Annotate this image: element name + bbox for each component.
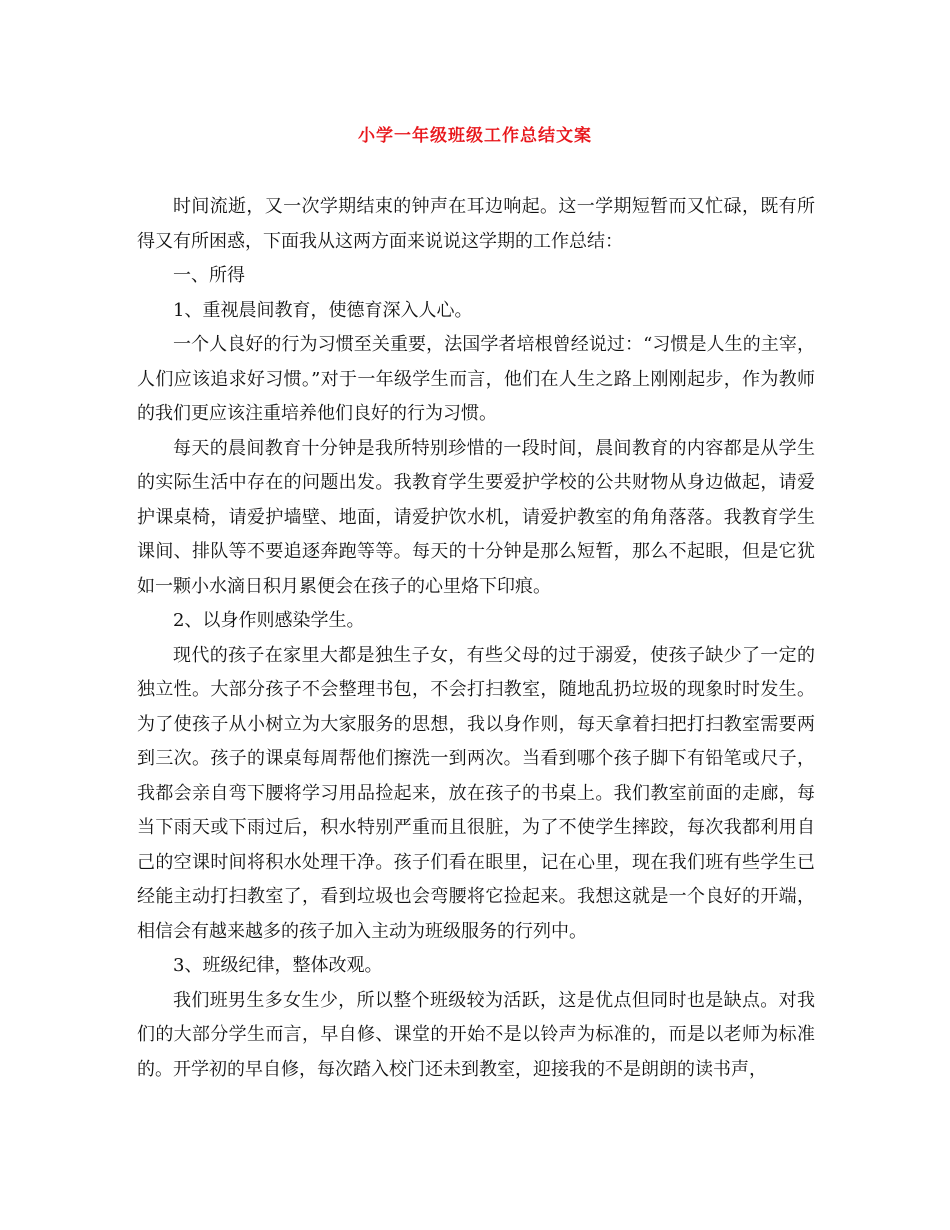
paragraph-intro: 时间流逝，又一次学期结束的钟声在耳边响起。这一学期短暂而又忙碌，既有所得又有所困惑，下面我从这两方面来说说这学期的工作总结：	[137, 196, 815, 252]
subheading-morning-education: 1、重视晨间教育，使德育深入人心。	[173, 299, 473, 321]
paragraph-only-children: 现代的孩子在家里大都是独生子女，有些父母的过于溺爱，使孩子缺少了一定的独立性。大部分孩子不会整理书包，不会打扫教室，随地乱扔垃圾的现象时时发生。为了使孩子从小树立为大家服务的思想，我以身作则，每天拿着扫把打扫教室需要两到三次。孩子的课桌每周帮他们擦洗一到两次。当看到哪个孩子脚下有铅笔或尺子，我都会亲自弯下腰将学习用品捡起来，放在孩子的书桌上。我们教室前面的走廊，每当下雨天或下雨过后，积水特别严重而且很脏，为了不使学生摔跤，每次我都利用自己的空课时间将积水处理干净。孩子们看在眼里，记在心里，现在我们班有些学生已经能主动打扫教室了，看到垃圾也会弯腰将它捡起来。我想这就是一个良好的开端，相信会有越来越多的孩子加入主动为班级服务的行列中。	[137, 644, 815, 942]
paragraph-morning-ten-minutes: 每天的晨间教育十分钟是我所特别珍惜的一段时间，晨间教育的内容都是从学生的实际生活中存在的问题出发。我教育学生要爱护学校的公共财物从身边做起，请爱护课桌椅，请爱护墙壁、地面，请爱护饮水机，请爱护教室的角角落落。我教育学生课间、排队等不要追逐奔跑等等。每天的十分钟是那么短暂，那么不起眼，但是它犹如一颗小水滴日积月累便会在孩子的心里烙下印痕。	[137, 437, 815, 597]
document-title: 小学一年级班级工作总结文案	[358, 126, 592, 146]
paragraph-class-activity: 我们班男生多女生少，所以整个班级较为活跃，这是优点但同时也是缺点。对我们的大部分学生而言，早自修、课堂的开始不是以铃声为标准的，而是以老师为标准的。开学初的早自修，每次踏入校门还未到教室，迎接我的不是朗朗的读书声，	[137, 989, 815, 1080]
subheading-lead-by-example: 2、以身作则感染学生。	[173, 610, 365, 631]
document-body	[137, 190, 815, 1087]
section-heading-gains: 一、所得	[173, 265, 245, 286]
paragraph-habits: 一个人良好的行为习惯至关重要，法国学者培根曾经说过：“习惯是人生的主宰，人们应该追求好习惯。”对于一年级学生而言，他们在人生之路上刚刚起步，作为教师的我们更应该注重培养他们良好的行为习惯。	[137, 334, 815, 424]
subheading-class-discipline: 3、班级纪律，整体改观。	[173, 955, 383, 976]
